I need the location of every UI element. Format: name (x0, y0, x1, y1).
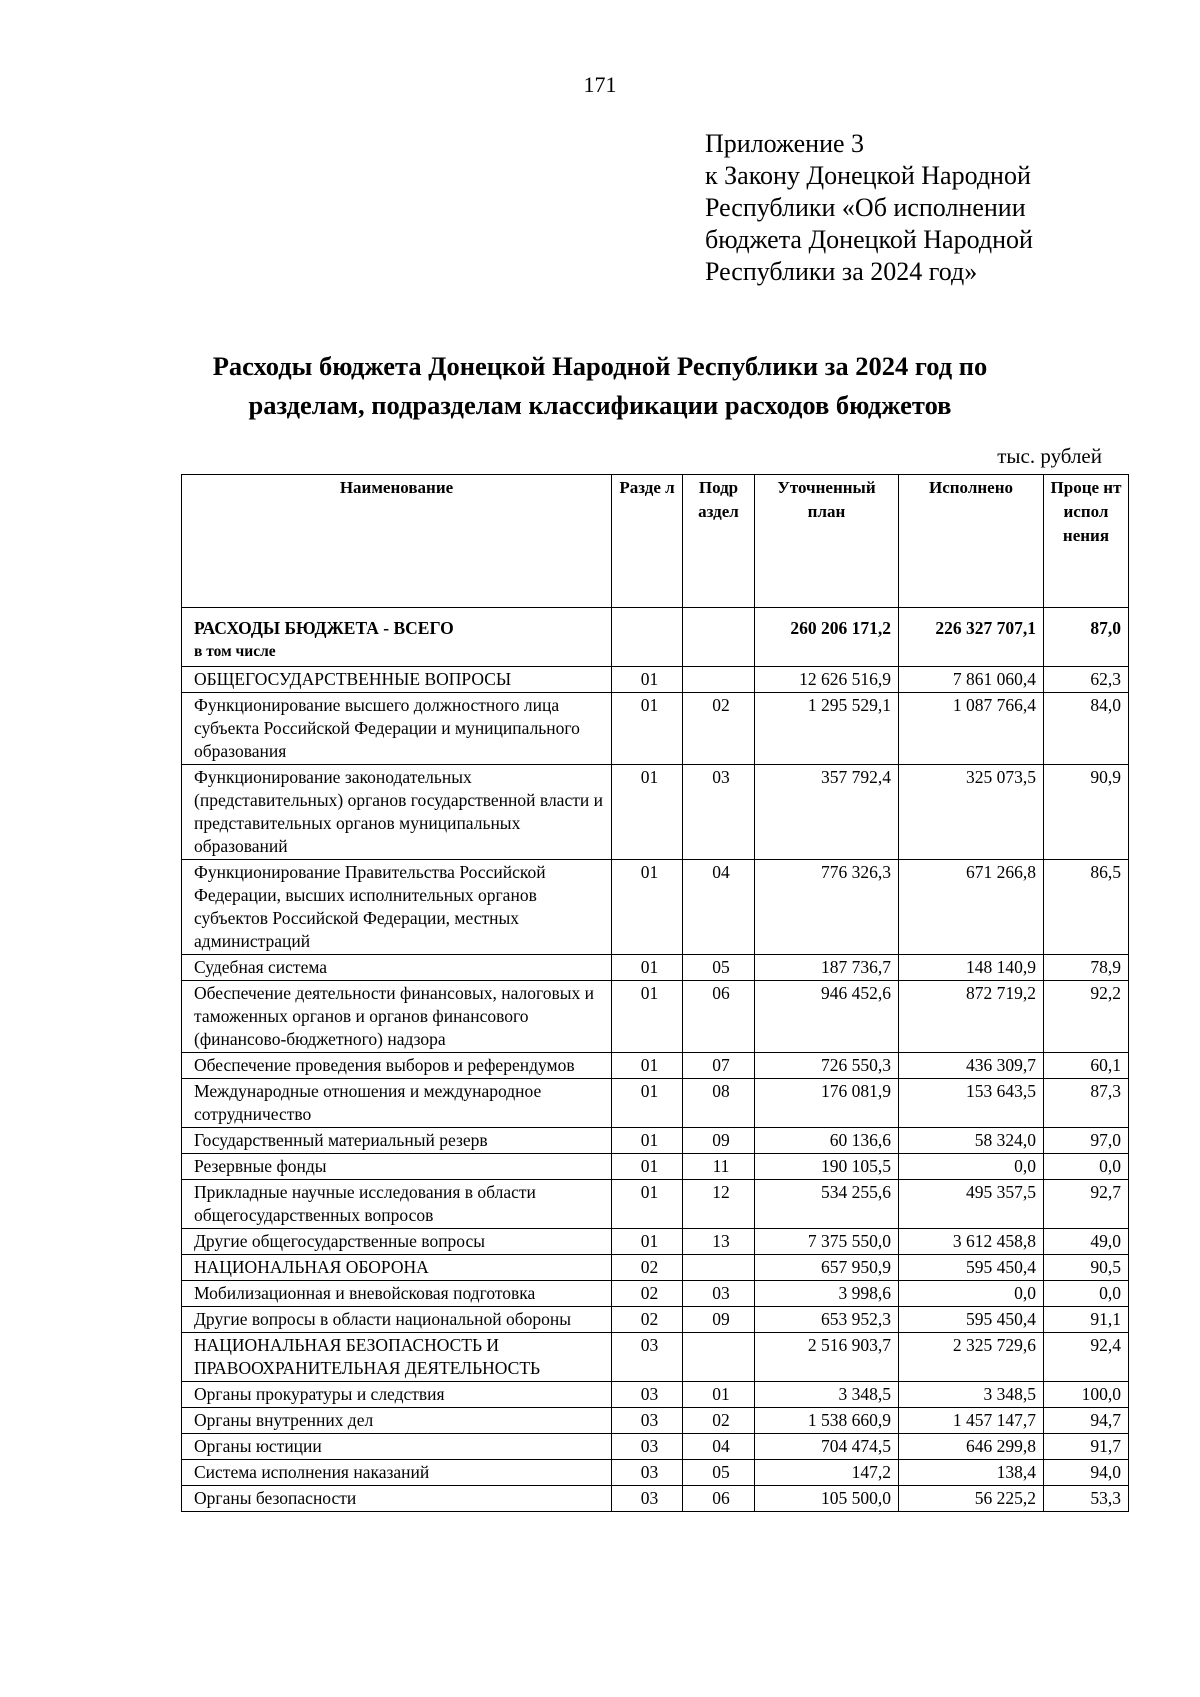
row-subsection: 09 (683, 1128, 755, 1154)
title-line: Расходы бюджета Донецкой Народной Республики за 2024 год по (212, 351, 988, 381)
row-percent: 84,0 (1044, 693, 1129, 765)
row-executed: 3 612 458,8 (899, 1229, 1044, 1255)
row-percent: 92,7 (1044, 1180, 1129, 1229)
row-executed: 646 299,8 (899, 1434, 1044, 1460)
table-row (182, 667, 1129, 693)
row-subsection (683, 1255, 755, 1281)
row-section: 01 (612, 667, 683, 693)
row-subsection: 03 (683, 1281, 755, 1307)
row-percent: 78,9 (1044, 955, 1129, 981)
row-subsection (683, 1333, 755, 1382)
row-plan: 3 348,5 (755, 1382, 899, 1408)
row-executed: 58 324,0 (899, 1128, 1044, 1154)
row-name: Органы внутренних дел (182, 1408, 612, 1434)
row-name: ОБЩЕГОСУДАРСТВЕННЫЕ ВОПРОСЫ (182, 667, 612, 693)
row-name: Функционирование высшего должностного лица субъекта Российской Федерации и муниципального образования (182, 693, 612, 765)
unit-label: тыс. рублей (997, 444, 1102, 468)
header-executed: Исполнено (899, 475, 1044, 608)
row-section: 03 (612, 1382, 683, 1408)
row-subsection: 07 (683, 1053, 755, 1079)
total-name: РАСХОДЫ БЮДЖЕТА - ВСЕГО (194, 618, 454, 638)
row-section: 01 (612, 693, 683, 765)
row-subsection: 05 (683, 1460, 755, 1486)
row-section: 03 (612, 1408, 683, 1434)
row-name: Система исполнения наказаний (182, 1460, 612, 1486)
row-section: 01 (612, 981, 683, 1053)
budget-table (181, 474, 1129, 1512)
row-plan: 176 081,9 (755, 1079, 899, 1128)
row-section: 03 (612, 1486, 683, 1512)
row-percent: 0,0 (1044, 1154, 1129, 1180)
row-executed: 1 457 147,7 (899, 1408, 1044, 1434)
row-percent: 86,5 (1044, 860, 1129, 955)
total-row (182, 608, 1129, 667)
table-row (182, 1281, 1129, 1307)
row-section: 02 (612, 1281, 683, 1307)
row-plan: 105 500,0 (755, 1486, 899, 1512)
header-percent: Проце нт испол нения (1044, 475, 1129, 608)
appendix-line: бюджета Донецкой Народной (705, 225, 1033, 254)
page-number: 171 (583, 72, 617, 97)
row-subsection: 05 (683, 955, 755, 981)
row-executed: 1 087 766,4 (899, 693, 1044, 765)
row-section: 01 (612, 1229, 683, 1255)
row-name: Органы прокуратуры и следствия (182, 1382, 612, 1408)
header-name: Наименование (182, 475, 612, 608)
row-plan: 657 950,9 (755, 1255, 899, 1281)
row-executed: 138,4 (899, 1460, 1044, 1486)
row-executed: 325 073,5 (899, 765, 1044, 860)
row-section: 02 (612, 1255, 683, 1281)
appendix-line: Приложение 3 (705, 129, 865, 158)
row-name: Органы безопасности (182, 1486, 612, 1512)
row-name: НАЦИОНАЛЬНАЯ БЕЗОПАСНОСТЬ И ПРАВООХРАНИТЕЛЬНАЯ ДЕЯТЕЛЬНОСТЬ (182, 1333, 612, 1382)
table-row (182, 1079, 1129, 1128)
row-subsection: 06 (683, 1486, 755, 1512)
table-row (182, 1307, 1129, 1333)
row-executed: 7 861 060,4 (899, 667, 1044, 693)
table-row (182, 955, 1129, 981)
row-name: НАЦИОНАЛЬНАЯ ОБОРОНА (182, 1255, 612, 1281)
row-plan: 946 452,6 (755, 981, 899, 1053)
row-plan: 1 295 529,1 (755, 693, 899, 765)
row-subsection: 08 (683, 1079, 755, 1128)
row-percent: 92,4 (1044, 1333, 1129, 1382)
row-plan: 1 538 660,9 (755, 1408, 899, 1434)
row-subsection: 02 (683, 1408, 755, 1434)
row-plan: 653 952,3 (755, 1307, 899, 1333)
row-executed: 495 357,5 (899, 1180, 1044, 1229)
table-row (182, 1180, 1129, 1229)
table-row (182, 1434, 1129, 1460)
row-section: 01 (612, 1154, 683, 1180)
row-name: Другие вопросы в области национальной обороны (182, 1307, 612, 1333)
table-header-row (182, 475, 1129, 608)
row-plan: 704 474,5 (755, 1434, 899, 1460)
row-percent: 100,0 (1044, 1382, 1129, 1408)
row-subsection: 02 (683, 693, 755, 765)
row-percent: 53,3 (1044, 1486, 1129, 1512)
row-percent: 97,0 (1044, 1128, 1129, 1154)
total-plan: 260 206 171,2 (755, 608, 899, 667)
table-row (182, 1333, 1129, 1382)
header-subsection: Подр аздел (683, 475, 755, 608)
row-plan: 12 626 516,9 (755, 667, 899, 693)
row-name: Международные отношения и международное сотрудничество (182, 1079, 612, 1128)
row-percent: 92,2 (1044, 981, 1129, 1053)
row-name: Функционирование законодательных (представительных) органов государственной власти и представительных органов муниципальных образований (182, 765, 612, 860)
total-executed: 226 327 707,1 (899, 608, 1044, 667)
appendix-line: Республики за 2024 год» (705, 257, 978, 286)
header-section: Разде л (612, 475, 683, 608)
appendix-line: к Закону Донецкой Народной (705, 161, 1031, 190)
row-section: 01 (612, 1128, 683, 1154)
row-plan: 190 105,5 (755, 1154, 899, 1180)
row-subsection: 04 (683, 860, 755, 955)
row-subsection: 01 (683, 1382, 755, 1408)
row-name: Обеспечение деятельности финансовых, налоговых и таможенных органов и органов финансового (финансово-бюджетного) надзора (182, 981, 612, 1053)
row-executed: 436 309,7 (899, 1053, 1044, 1079)
row-name: Другие общегосударственные вопросы (182, 1229, 612, 1255)
table-row (182, 693, 1129, 765)
row-section: 01 (612, 1079, 683, 1128)
row-percent: 60,1 (1044, 1053, 1129, 1079)
table-row (182, 981, 1129, 1053)
row-executed: 2 325 729,6 (899, 1333, 1044, 1382)
row-plan: 187 736,7 (755, 955, 899, 981)
row-plan: 726 550,3 (755, 1053, 899, 1079)
row-plan: 776 326,3 (755, 860, 899, 955)
table-row (182, 860, 1129, 955)
total-subsection (683, 608, 755, 667)
table-row (182, 1053, 1129, 1079)
row-section: 03 (612, 1460, 683, 1486)
row-name: Прикладные научные исследования в области общегосударственных вопросов (182, 1180, 612, 1229)
appendix-note (705, 128, 1145, 288)
title-line: разделам, подразделам классификации расходов бюджетов (248, 390, 952, 420)
row-name: Резервные фонды (182, 1154, 612, 1180)
row-name: Мобилизационная и вневойсковая подготовка (182, 1281, 612, 1307)
row-executed: 0,0 (899, 1281, 1044, 1307)
row-subsection: 12 (683, 1180, 755, 1229)
row-name: Государственный материальный резерв (182, 1128, 612, 1154)
row-plan: 357 792,4 (755, 765, 899, 860)
row-percent: 87,3 (1044, 1079, 1129, 1128)
row-name: Функционирование Правительства Российской Федерации, высших исполнительных органов субъектов Российской Федерации, местных администраций (182, 860, 612, 955)
total-name-cell (182, 608, 612, 667)
row-executed: 595 450,4 (899, 1307, 1044, 1333)
row-executed: 3 348,5 (899, 1382, 1044, 1408)
row-executed: 671 266,8 (899, 860, 1044, 955)
row-executed: 872 719,2 (899, 981, 1044, 1053)
row-executed: 0,0 (899, 1154, 1044, 1180)
row-plan: 2 516 903,7 (755, 1333, 899, 1382)
table-row (182, 1154, 1129, 1180)
row-percent: 90,5 (1044, 1255, 1129, 1281)
row-subsection: 06 (683, 981, 755, 1053)
row-subsection: 03 (683, 765, 755, 860)
row-section: 03 (612, 1333, 683, 1382)
total-section (612, 608, 683, 667)
row-section: 01 (612, 955, 683, 981)
total-percent: 87,0 (1044, 608, 1129, 667)
row-name: Органы юстиции (182, 1434, 612, 1460)
row-plan: 147,2 (755, 1460, 899, 1486)
row-plan: 7 375 550,0 (755, 1229, 899, 1255)
row-percent: 94,0 (1044, 1460, 1129, 1486)
row-percent: 94,7 (1044, 1408, 1129, 1434)
table-row (182, 1460, 1129, 1486)
row-percent: 62,3 (1044, 667, 1129, 693)
row-plan: 3 998,6 (755, 1281, 899, 1307)
row-section: 01 (612, 765, 683, 860)
row-section: 01 (612, 860, 683, 955)
appendix-line: Республики «Об исполнении (705, 193, 1026, 222)
row-subsection (683, 667, 755, 693)
row-percent: 90,9 (1044, 765, 1129, 860)
row-executed: 148 140,9 (899, 955, 1044, 981)
document-title (150, 347, 1050, 425)
total-note: в том числе (194, 643, 276, 660)
table-row (182, 1486, 1129, 1512)
table-row (182, 1229, 1129, 1255)
row-subsection: 13 (683, 1229, 755, 1255)
row-executed: 153 643,5 (899, 1079, 1044, 1128)
row-section: 01 (612, 1053, 683, 1079)
row-name: Обеспечение проведения выборов и референдумов (182, 1053, 612, 1079)
row-percent: 0,0 (1044, 1281, 1129, 1307)
row-executed: 595 450,4 (899, 1255, 1044, 1281)
row-name: Судебная система (182, 955, 612, 981)
row-section: 03 (612, 1434, 683, 1460)
table-row (182, 765, 1129, 860)
row-percent: 91,1 (1044, 1307, 1129, 1333)
row-plan: 534 255,6 (755, 1180, 899, 1229)
row-plan: 60 136,6 (755, 1128, 899, 1154)
row-percent: 91,7 (1044, 1434, 1129, 1460)
header-plan: Уточненный план (755, 475, 899, 608)
table-row (182, 1382, 1129, 1408)
row-section: 01 (612, 1180, 683, 1229)
row-percent: 49,0 (1044, 1229, 1129, 1255)
table-row (182, 1128, 1129, 1154)
row-subsection: 11 (683, 1154, 755, 1180)
table-row (182, 1255, 1129, 1281)
row-executed: 56 225,2 (899, 1486, 1044, 1512)
row-subsection: 09 (683, 1307, 755, 1333)
row-subsection: 04 (683, 1434, 755, 1460)
table-row (182, 1408, 1129, 1434)
row-section: 02 (612, 1307, 683, 1333)
